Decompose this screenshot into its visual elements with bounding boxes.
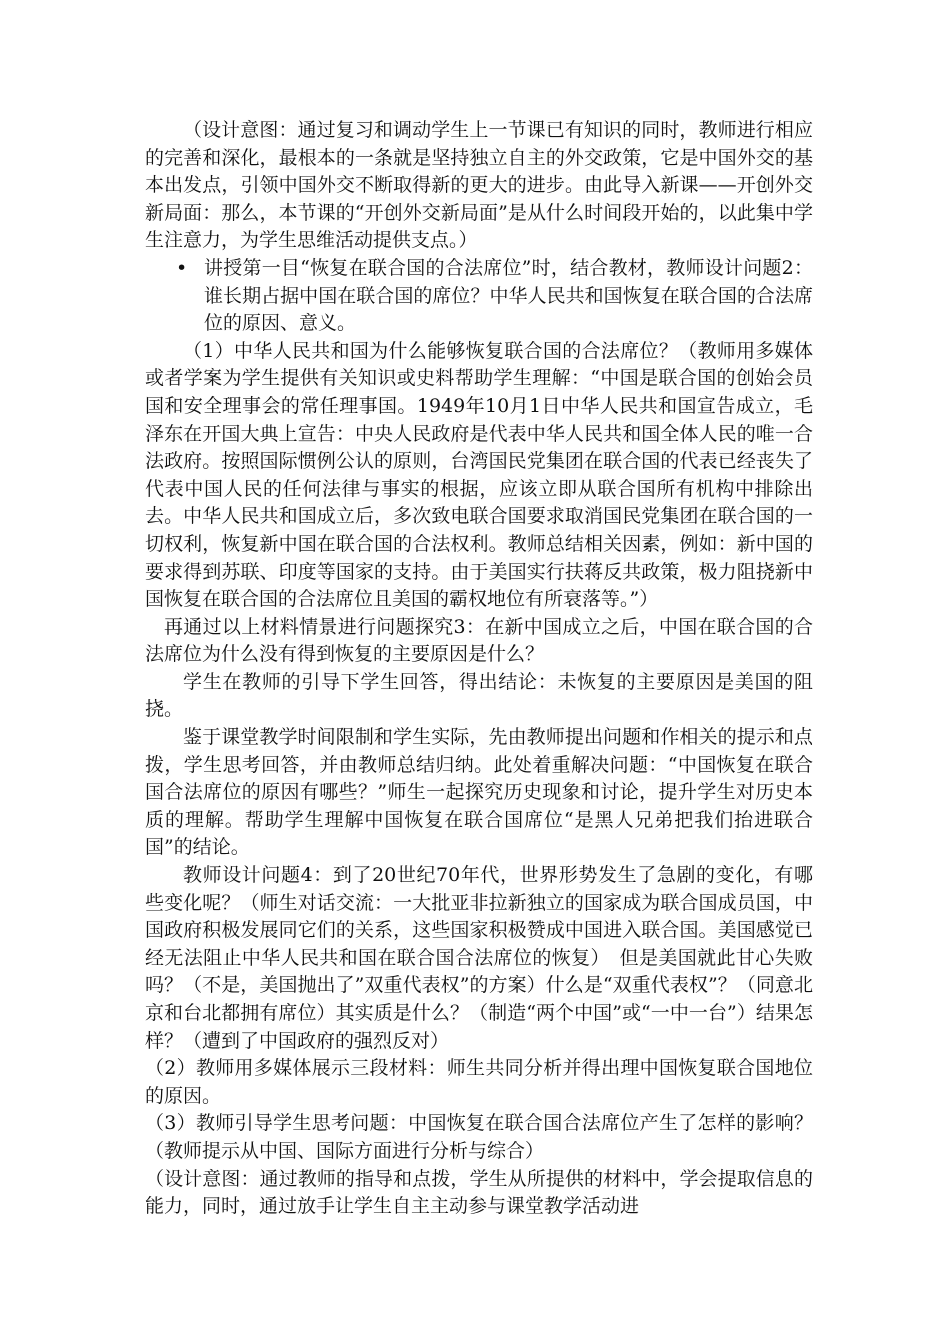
question-4-paragraph: 教师设计问题4：到了20世纪70年代，世界形势发生了急剧的变化，有哪些变化呢？（师生对话交流：一大批亚非拉新独立的国家成为联合国成员国，中国政府积极发展同它们的关系，这些国家积极赞成中国进入联合国。美国感觉已经无法阻止中华人民共和国在联合国合法席位的恢复） 但是美国就此甘心失败吗？（不是，美国抛出了”双重代表权”的方案）什么是“双重代表权”？（同意北京和台北都拥有席位）其实质是什么？（制造“两个中国”或“一中一台”）结果怎样？（遭到了中国政府的强烈反对） xyxy=(145,864,813,1052)
step-3-paragraph: （3）教师引导学生思考问题：中国恢复在联合国合法席位产生了怎样的影响？（教师提示从中国、国际方面进行分析与综合） xyxy=(145,1112,813,1162)
teaching-method-paragraph: 鉴于课堂教学时间限制和学生实际，先由教师提出问题和作相关的提示和点拨，学生思考回答，并由教师总结归纳。此处着重解决问题：“中国恢复在联合国合法席位的原因有哪些？”师生一起探究历史现象和讨论，提升学生对历史本质的理解。帮助学生理解中国恢复在联合国席位“是黑人兄弟把我们抬进联合国”的结论。 xyxy=(145,726,813,859)
step-2-paragraph: （2）教师用多媒体展示三段材料：师生共同分析并得出理中国恢复联合国地位的原因。 xyxy=(145,1057,813,1107)
student-answer-paragraph: 学生在教师的引导下学生回答，得出结论：未恢复的主要原因是美国的阻挠。 xyxy=(145,670,813,721)
question-1-paragraph: （1）中华人民共和国为什么能够恢复联合国的合法席位？（教师用多媒体或者学案为学生提供有关知识或史料帮助学生理解：“中国是联合国的创始会员国和安全理事会的常任理事国。1949年10月1日中华人民共和国宣告成立，毛泽东在开国大典上宣告：中央人民政府是代表中华人民共和国全体人民的唯一合法政府。按照国际惯例公认的原则，台湾国民党集团在联合国的代表已经丧失了代表中国人民的任何法律与事实的根据，应该立即从联合国所有机构中排除出去。中华人民共和国成立后，多次致电联合国要求取消国民党集团在联合国的一切权利，恢复新中国在联合国的合法权利。教师总结相关因素，例如：新中国的要求得到苏联、印度等国家的支持。由于美国实行扶蒋反共政策，极力阻挠新中国恢复在联合国的合法席位且美国的霸权地位有所衰落等。”） xyxy=(145,339,813,611)
bullet-item xyxy=(145,255,813,338)
bullet-icon: • xyxy=(176,256,188,279)
design-intent-paragraph-2: （设计意图：通过教师的指导和点拨，学生从所提供的材料中，学会提取信息的能力，同时，通过放手让学生自主主动参与课堂教学活动进 xyxy=(145,1167,813,1218)
document-body xyxy=(145,117,813,1221)
question-3-paragraph: 再通过以上材料情景进行问题探究3：在新中国成立之后，中国在联合国的合法席位为什么没有得到恢复的主要原因是什么？ xyxy=(145,615,813,666)
design-intent-paragraph: （设计意图：通过复习和调动学生上一节课已有知识的同时，教师进行相应的完善和深化，最根本的一条就是坚持独立自主的外交政策，它是中国外交的基本出发点，引领中国外交不断取得新的更大的进步。由此导入新课——开创外交新局面：那么，本节课的“开创外交新局面”是从什么时间段开始的，以此集中学生注意力，为学生思维活动提供支点。） xyxy=(145,119,813,252)
bullet-paragraph: 讲授第一目“恢复在联合国的合法席位”时，结合教材，教师设计问题2：谁长期占据中国在联合国的席位？中华人民共和国恢复在联合国的合法席位的原因、意义。 xyxy=(204,256,813,335)
